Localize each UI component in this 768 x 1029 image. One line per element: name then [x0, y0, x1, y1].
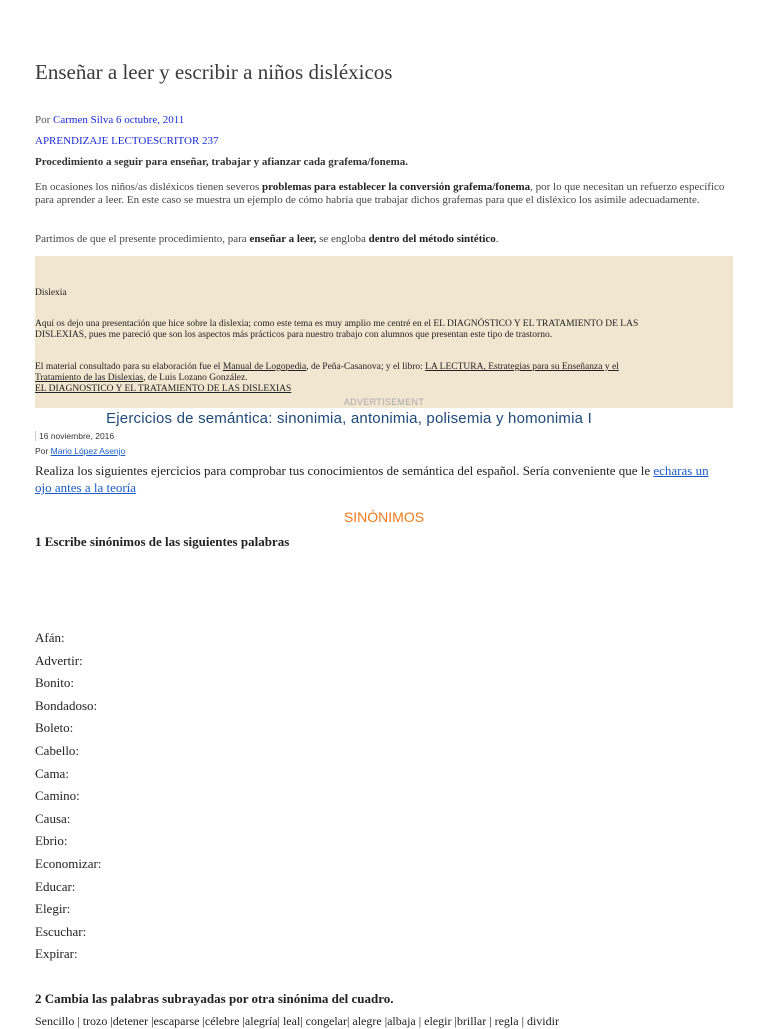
paragraph-2-bold-1: enseñar a leer, — [249, 233, 317, 245]
theory-link[interactable]: echaras un ojo antes a la teoría — [35, 463, 709, 495]
synonym-word-box: Sencillo | trozo |detener |escaparse |célebre |alegría| leal| congelar| alegre |albaja | elegir |brillar | regla | dividir — [35, 1014, 559, 1028]
advertisement-label: ADVERTISEMENT — [343, 397, 425, 407]
paragraph-2 — [35, 233, 725, 246]
box-reference-text: El material consultado para su elaboración fue el — [35, 362, 223, 372]
box-line-1: Aquí os dejo una presentación que hice sobre la dislexia; como este tema es muy amplio me centré en el EL DIAGNÓSTICO Y EL TRATAMIENTO DE LAS — [35, 319, 639, 329]
box-reference-text-2: , de Peña-Casanova; y el libro: — [306, 362, 426, 372]
word-list — [35, 627, 101, 966]
paragraph-1-bold: problemas para establecer la conversión grafema/fonema — [262, 181, 531, 193]
list-item: Bonito: — [35, 675, 75, 691]
category-label[interactable]: APRENDIZAJE LECTOESCRITOR 237 — [35, 135, 219, 147]
author-link[interactable]: Carmen Silva — [53, 114, 114, 126]
list-item: Cabello: — [35, 742, 80, 758]
exercise-lead-text: Realiza los siguientes ejercicios para comprobar tus conocimientos de semántica del español. Sería conveniente que le — [35, 463, 654, 478]
paragraph-2-bold-2: dentro del método sintético — [368, 233, 496, 245]
embedded-presentation-box — [35, 256, 733, 408]
exercise-date: 16 noviembre, 2016 — [35, 431, 114, 441]
box-line-2: DISLEXIAS, pues me pareció que son los aspectos más prácticos para nuestro trabajo con alumnos que presentan este tipo de trastorno. — [35, 330, 553, 340]
list-item: Escuchar: — [35, 923, 87, 939]
list-item: Economizar: — [35, 855, 102, 871]
section-heading: SINÓNIMOS — [343, 509, 425, 525]
list-item: Causa: — [35, 810, 71, 826]
paragraph-2-text-mid: se engloba — [316, 233, 369, 245]
box-reference — [35, 362, 619, 372]
question-1: 1 Escribe sinónimos de las siguientes palabras — [35, 534, 290, 549]
question-2: 2 Cambia las palabras subrayadas por otra sinónima del cuadro. — [35, 991, 394, 1006]
date-link[interactable]: 6 octubre, 2011 — [115, 114, 185, 126]
list-item: Bondadoso: — [35, 697, 98, 713]
manual-link[interactable]: Manual de Logopedia — [222, 362, 307, 372]
paragraph-1 — [35, 181, 725, 207]
list-item: Educar: — [35, 878, 76, 894]
list-item: Boleto: — [35, 720, 74, 736]
exercise-author-link[interactable]: Mario López Asenjo — [50, 446, 126, 456]
byline-prefix: Por — [35, 114, 51, 126]
box-reference-line-2 — [35, 373, 248, 383]
paragraph-1-text-end: , por lo que necesitan un refuerzo específico para aprender a leer. En este caso se muestra un ejemplo de cómo habría que trabajar dichos grafemas para que el disléxico los asimile adecuadamente. — [35, 181, 725, 206]
exercise-lead — [35, 462, 725, 496]
list-item: Expirar: — [35, 946, 78, 962]
presentation-link[interactable]: EL DIAGNOSTICO Y EL TRATAMIENTO DE LAS DISLEXIAS — [35, 384, 292, 394]
exercise-title: Ejercicios de semántica: sinonimia, antonimia, polisemia y homonimia I — [106, 410, 592, 427]
book-link-cont[interactable]: Tratamiento de las Dislexias — [35, 373, 144, 383]
intro-heading: Procedimiento a seguir para enseñar, trabajar y afianzar cada grafema/fonema. — [35, 156, 409, 168]
paragraph-1-text: En ocasiones los niños/as disléxicos tienen severos — [35, 181, 262, 193]
list-item: Elegir: — [35, 901, 71, 917]
box-heading: Dislexia — [35, 288, 67, 298]
book-link[interactable]: LA LECTURA, Estrategias para su Enseñanza y el — [425, 362, 619, 372]
paragraph-2-text: Partimos de que el presente procedimiento, para — [35, 233, 250, 245]
box-reference-author: , de Luis Lozano González. — [143, 373, 248, 383]
exercise-author-prefix: Por — [35, 446, 49, 456]
list-item: Advertir: — [35, 652, 83, 668]
byline — [35, 114, 184, 126]
list-item: Afán: — [35, 630, 65, 645]
list-item: Cama: — [35, 765, 69, 781]
exercise-author — [35, 446, 125, 456]
list-item: Camino: — [35, 788, 80, 804]
list-item: Ebrio: — [35, 833, 68, 849]
article-title: Enseñar a leer y escribir a niños disléxicos — [35, 60, 393, 84]
paragraph-2-text-end: . — [495, 233, 499, 245]
